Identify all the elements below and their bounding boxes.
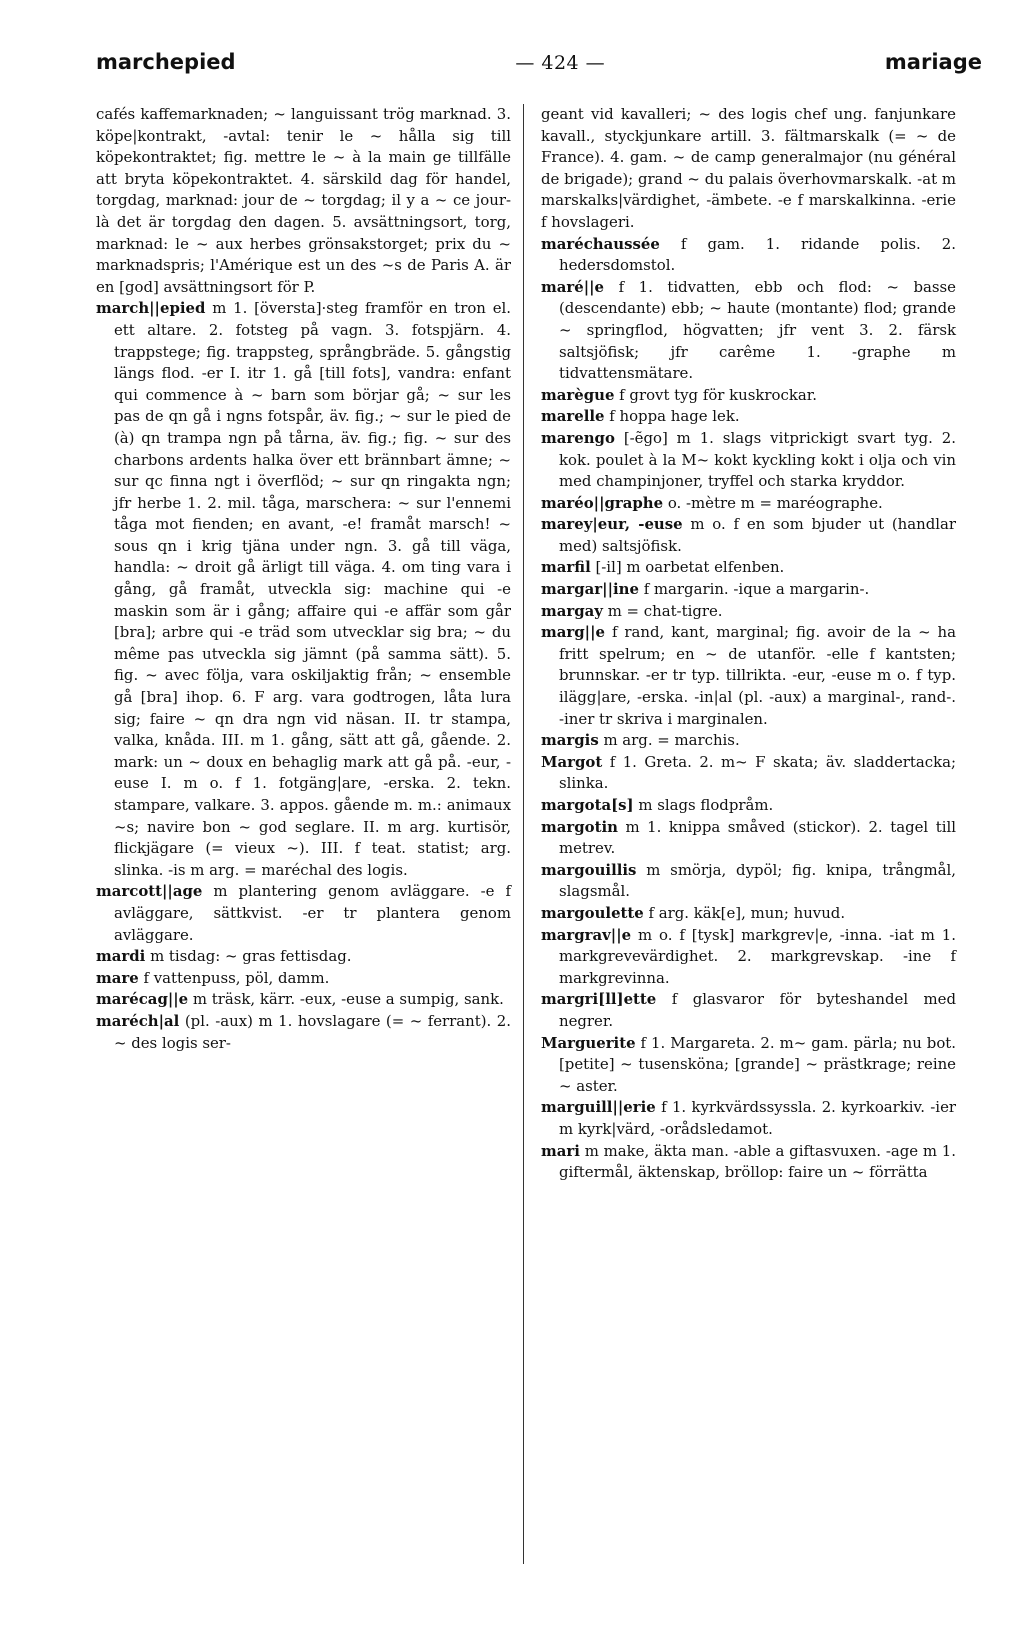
- entry-headword: mari: [541, 1141, 580, 1160]
- dictionary-entry: [96, 989, 511, 1011]
- dictionary-entry: [541, 234, 956, 277]
- entry-headword: marengo: [541, 428, 615, 447]
- dictionary-entry: [541, 601, 956, 623]
- entry-headword: marfil: [541, 558, 591, 577]
- page-number: — 424 —: [515, 52, 606, 74]
- dictionary-entry: [541, 277, 956, 385]
- entry-definition: m slags flodpråm.: [638, 796, 774, 814]
- entry-definition: f 1. kyrkvärdssyssla. 2. kyrkoarkiv. -ier m kyrk|värd, -orådsledamot.: [559, 1098, 957, 1138]
- entry-headword: marey|eur, -euse: [541, 515, 683, 534]
- entry-definition: geant vid kavalleri; ~ des logis chef ung. fanjunkare kavall., styckjunkare artill. 3. fältmarskalk (= ~ de France). 4. gam. ~ de camp generalmajor (nu général de brigade); grand ~ du palais överhovmarskalk. -at m marskalks|värdighet, -ämbete. -e f marskalkinna. -erie f hovslageri.: [541, 105, 956, 231]
- dictionary-entry: [96, 1011, 511, 1054]
- entry-definition: f hoppa hage lek.: [609, 407, 740, 426]
- dictionary-entry: [541, 903, 956, 925]
- dictionary-entry: [541, 514, 956, 557]
- entry-definition: m o. f en som bjuder ut (handlar med) saltsjöfisk.: [559, 515, 957, 555]
- dictionary-entry: [541, 557, 956, 579]
- entry-headword: marguill||erie: [541, 1098, 656, 1117]
- entry-definition: m 1. [översta]·steg framför en tron el. ett altare. 2. fotsteg på vagn. 3. fotspjärn. 4. trappstege; fig. trappsteg, språngbräde. 5. gångstig längs flod. -er I. itr 1. gå [till fots], vandra: enfant qui commence à ~ barn som börjar gå; ~ sur les pas de qn gå i ngns fotspår, äv. fig.; ~ sur le pied de (à) qn trampa ngn på tårna, äv. fig.; fig. ~ sur des charbons ardents halka över ett brännbart ämne; ~ sur qc finna ngt i överflöd; ~ sur qn ringakta ngn; jfr herbe 1. 2. mil. tåga, marschera: ~ sur l'ennemi tåga mot fienden; en avant, -e! framåt marsch! ~ sous qn i krig tjäna under ngn. 3. gå till väga, handla: ~ droit gå ärligt till väga. 4. om ting vara i gång, gå framåt, utveckla sig: machine qui -e maskin som är i gång; affaire qui -e affär som går [bra]; arbre qui -e träd som utvecklar sig bra; ~ du même pas utveckla sig jämnt (på samma sätt). 5. fig. ~ avec följa, vara oskiljaktig från; ~ ensemble gå [bra] ihop. 6. F arg. vara godtrogen, låta lura sig; faire ~ qn dra ngn vid näsan. II. tr stampa, valka, knåda. III. m 1. gång, sätt att gå, gående. 2. mark: un ~ doux en behaglig mark att gå på. -eur, -euse I. m o. f 1. fotgäng|are, -erska. 2. tekn. stampare, valkare. 3. appos. gående m. m.: animaux ~s; navire bon ~ god seglare. II. m arg. kurtisör, flickjägare (= vieux ~). III. f teat. statist; arg. slinka. -is m arg. = maréchal des logis.: [114, 299, 511, 879]
- columns: [96, 104, 982, 1184]
- entry-headword: margota[s]: [541, 796, 634, 814]
- entry-definition: f glasvaror för byteshandel med negrer.: [559, 990, 957, 1030]
- entry-headword: margotin: [541, 817, 618, 836]
- dictionary-entry: [541, 579, 956, 601]
- entry-headword: margouillis: [541, 860, 637, 879]
- entry-headword: margoulette: [541, 903, 644, 922]
- entry-headword: marcott||age: [96, 882, 203, 901]
- dictionary-entry: [541, 752, 956, 795]
- column-divider: [523, 104, 524, 1564]
- dictionary-entry: [541, 1141, 956, 1184]
- dictionary-entry: [96, 881, 511, 946]
- entry-definition: f 1. tidvatten, ebb och flod: ~ basse (descendante) ebb; ~ haute (montante) flod; grande ~ springflod, högvatten; jfr vent 3. 2. färsk saltsjöfisk; jfr carême 1. -graphe m tidvattensmätare.: [559, 277, 956, 383]
- entry-headword: margis: [541, 731, 599, 750]
- entry-definition: m plantering genom avläggare. -e f avläggare, sättkvist. -er tr plantera genom avläggare.: [114, 882, 512, 944]
- entry-definition: m tisdag: ~ gras fettisdag.: [150, 947, 352, 966]
- dictionary-entry: [541, 385, 956, 407]
- entry-headword: margri[ll]ette: [541, 990, 657, 1009]
- entry-headword: mare: [96, 968, 139, 987]
- dictionary-entry: [541, 1033, 956, 1098]
- dictionary-entry: [96, 104, 511, 298]
- header-right-guideword: mariage: [884, 50, 982, 74]
- entry-headword: maréch|al: [96, 1011, 180, 1030]
- entry-definition: f 1. Margareta. 2. m~ gam. pärla; nu bot. [petite] ~ tusensköna; [grande] ~ prästkrage; reine ~ aster.: [559, 1033, 956, 1095]
- entry-definition: m träsk, kärr. -eux, -euse a sumpig, sank.: [192, 990, 504, 1009]
- dictionary-entry: [541, 817, 956, 860]
- entry-definition: f rand, kant, marginal; fig. avoir de la ~ ha fritt spelrum; en ~ de utanför. -elle f kantsten; brunnskar. -er tr typ. tillrikta. -eur, -euse m o. f typ. ilägg|are, -erska. -in|al (pl. -aux) a marginal-, rand-. -iner tr skriva i marginalen.: [559, 623, 957, 728]
- page-header: [96, 50, 982, 90]
- dictionary-entry: [541, 406, 956, 428]
- entry-definition: f margarin. -ique a margarin-.: [643, 580, 870, 599]
- entry-headword: marécag||e: [96, 990, 189, 1009]
- dictionary-entry: [96, 946, 511, 968]
- entry-definition: m 1. knippa småved (stickor). 2. tagel till metrev.: [559, 817, 956, 858]
- entry-headword: Marguerite: [541, 1033, 636, 1052]
- dictionary-entry: [541, 795, 956, 817]
- dictionary-entry: [541, 925, 956, 990]
- entry-definition: m o. f [tysk] markgrev|e, -inna. -iat m 1. markgrevevärdighet. 2. markgrevskap. -ine f markgrevinna.: [559, 925, 956, 987]
- dictionary-entry: [541, 622, 956, 730]
- entry-definition: m smörja, dypöl; fig. knipa, trångmål, slagsmål.: [559, 860, 956, 901]
- entry-definition: (pl. -aux) m 1. hovslagare (= ~ ferrant). 2. ~ des logis ser-: [114, 1011, 512, 1052]
- header-left-guideword: marchepied: [96, 50, 236, 74]
- entry-definition: [-il] m oarbetat elfenben.: [595, 558, 785, 577]
- dictionary-entry: [96, 968, 511, 990]
- entry-definition: f grovt tyg för kuskrockar.: [619, 385, 817, 404]
- entry-headword: march||epied: [96, 299, 206, 318]
- entry-definition: o. -mètre m = maréographe.: [667, 493, 883, 512]
- entry-definition: cafés kaffemarknaden; ~ languissant trög marknad. 3. köpe|kontrakt, -avtal: tenir le ~ hålla sig till köpekontraktet; fig. mettre le ~ à la main ge tillfälle att bryta köpekontraktet. 4. särskild dag för handel, torgdag, marknad: jour de ~ torgdag; il y a ~ ce jour-là det är torgdag den dagen. 5. avsättningsort, torg, marknad: le ~ aux herbes grönsakstorget; prix du ~ marknadspris; l'Amérique est un des ~s de Paris A. är en [god] avsättningsort för P.: [96, 105, 511, 296]
- entry-headword: mardi: [96, 947, 146, 966]
- entry-definition: f 1. Greta. 2. m~ F skata; äv. sladdertacka; slinka.: [559, 752, 956, 793]
- entry-definition: [-ẽgo] m 1. slags vitprickigt svart tyg. 2. kok. poulet à la M~ kokt kyckling kokt i olja och vin med champinjoner, tryffel och starka kryddor.: [559, 428, 956, 491]
- dictionary-entry: [541, 989, 956, 1032]
- entry-headword: maréchaussée: [541, 234, 660, 253]
- entry-headword: maréo||graphe: [541, 493, 664, 512]
- entry-headword: marg||e: [541, 623, 605, 642]
- entry-headword: marègue: [541, 385, 615, 404]
- dictionary-entry: [541, 730, 956, 752]
- entry-headword: Margot: [541, 752, 603, 771]
- dictionary-entry: [541, 860, 956, 903]
- dictionary-entry: [541, 428, 956, 493]
- entry-definition: m arg. = marchis.: [603, 731, 740, 750]
- entry-definition: m make, äkta man. -able a giftasvuxen. -age m 1. giftermål, äktenskap, bröllop: faire un ~ förrätta: [559, 1141, 956, 1182]
- entry-headword: marelle: [541, 407, 605, 426]
- entry-definition: m = chat-tigre.: [607, 601, 723, 620]
- dictionary-entry: [96, 298, 511, 881]
- dictionary-entry: [541, 1097, 956, 1140]
- right-column: [541, 104, 956, 1184]
- entry-headword: margrav||e: [541, 925, 632, 944]
- left-column: [96, 104, 511, 1184]
- entry-headword: maré||e: [541, 277, 605, 296]
- entry-headword: margay: [541, 601, 603, 620]
- entry-definition: f gam. 1. ridande polis. 2. hedersdomstol.: [559, 234, 956, 275]
- entry-definition: f arg. käk[e], mun; huvud.: [648, 903, 846, 922]
- entry-definition: f vattenpuss, pöl, damm.: [143, 968, 330, 987]
- dictionary-entry: [541, 104, 956, 234]
- entry-headword: margar||ine: [541, 580, 639, 599]
- dictionary-entry: [541, 493, 956, 515]
